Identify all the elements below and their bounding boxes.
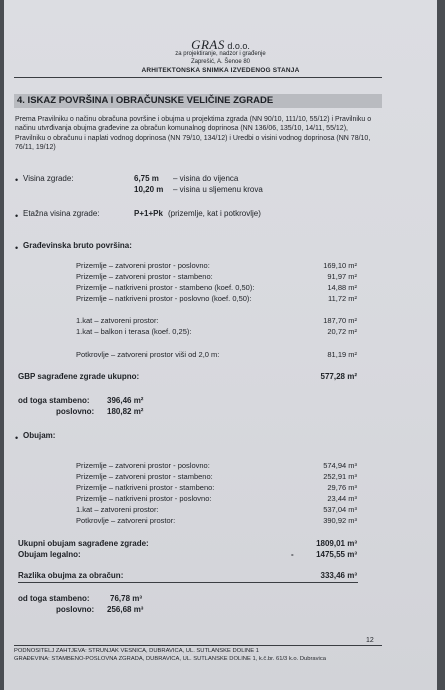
header-document-title: ARHITEKTONSKA SNIMKA IZVEDENOG STANJA: [141, 67, 300, 74]
gbp-row-label: 1.kat – balkon i terasa (koef. 0,25):: [76, 327, 192, 336]
volume-total-value: 1809,01 m³: [316, 539, 357, 548]
gbp-row-value: 187,70 m²: [323, 316, 357, 325]
volume-row-value: 23,44 m³: [327, 494, 357, 503]
footer-divider: [14, 645, 382, 646]
volume-total-label: Ukupni obujam sagrađene zgrade:: [18, 539, 149, 548]
gbp-residential-label: od toga stambeno:: [18, 396, 90, 405]
volume-row-value: 537,04 m³: [323, 505, 357, 514]
gbp-row-label: 1.kat – zatvoreni prostor:: [76, 316, 159, 325]
gbp-row-value: 91,97 m²: [327, 272, 357, 281]
bullet-icon: •: [15, 433, 19, 443]
floors-label: Etažna visina zgrade:: [23, 209, 100, 218]
volume-residential-label: od toga stambeno:: [18, 594, 90, 603]
volume-legal-sign: -: [291, 550, 294, 559]
volume-row-value: 574,94 m³: [323, 461, 357, 470]
height-eaves-desc: – visina do vijenca: [173, 174, 239, 183]
volume-row-value: 29,76 m³: [327, 483, 357, 492]
bullet-icon: •: [15, 243, 19, 253]
height-ridge-value: 10,20 m: [134, 185, 164, 194]
bullet-icon: •: [15, 211, 19, 221]
gbp-row-label: Prizemlje – zatvoreni prostor - poslovno:: [76, 261, 210, 270]
company-logo: GRAS: [191, 37, 225, 52]
floors-desc: (prizemlje, kat i potkrovlje): [168, 209, 261, 218]
document-page: [4, 0, 437, 690]
intro-paragraph: Prema Pravilniku o načinu obračuna površine i obujma u projektima zgrada (NN 90/10, 111/10, 55/12) i Pravilniku o načinu utvrđivanja obujma građevine za obračun komunalnog doprinosa (NN 136/06, 135/10, 14/11, 55/12), Pravilniku o obračunu i naplati vodnog doprinosa (NN 79/10, 134/12) i Uredbi o visini vodnog doprinosa (NN 78/10, 76/11, 19/12): [15, 116, 372, 151]
gbp-total-label: GBP sagrađene zgrade ukupno:: [18, 372, 140, 381]
section-title: 4. ISKAZ POVRŠINA I OBRAČUNSKE VELIČINE ZGRADE: [17, 95, 274, 106]
volume-heading: Obujam:: [23, 431, 56, 440]
volume-residential-value: 76,78 m³: [110, 594, 143, 603]
volume-diff-value: 333,46 m³: [320, 571, 357, 580]
gbp-row-label: Prizemlje – natkriveni prostor - poslovno (koef. 0,50):: [76, 294, 252, 303]
page-number: 12: [366, 637, 374, 644]
volume-row-label: Prizemlje – natkriveni prostor - poslovno:: [76, 494, 212, 503]
height-eaves-value: 6,75 m: [134, 174, 159, 183]
volume-legal-label: Obujam legalno:: [18, 550, 81, 559]
gbp-row-value: 169,10 m²: [323, 261, 357, 270]
gbp-row-value: 20,72 m²: [327, 327, 357, 336]
diff-underline: [18, 582, 358, 583]
bullet-icon: •: [15, 175, 19, 185]
volume-legal-value: 1475,55 m³: [316, 550, 357, 559]
gbp-row-label: Prizemlje – zatvoreni prostor - stambeno:: [76, 272, 213, 281]
floors-value: P+1+Pk: [134, 209, 163, 218]
gbp-row-label: Prizemlje – natkriveni prostor - stambeno (koef. 0,50):: [76, 283, 255, 292]
volume-business-label: poslovno:: [56, 605, 95, 614]
volume-business-value: 256,68 m³: [107, 605, 144, 614]
volume-diff-label: Razlika obujma za obračun:: [18, 571, 124, 580]
volume-row-value: 252,91 m³: [323, 472, 357, 481]
gbp-row-value: 11,72 m²: [327, 294, 357, 303]
footer-building: GRAĐEVINA: STAMBENO-POSLOVNA ZGRADA, DUBRAVICA, UL. SUTLANSKE DOLINE 1, k.č.br. 61/3 k.o. Dubravica: [14, 656, 326, 662]
gbp-heading: Građevinska bruto površina:: [23, 241, 132, 250]
gbp-row-value: 14,88 m²: [327, 283, 357, 292]
height-ridge-desc: – visina u sljemenu krova: [173, 185, 263, 194]
header-line-1: za projektiranje, nadzor i građenje: [175, 51, 266, 57]
height-label: Visina zgrade:: [23, 174, 74, 183]
volume-row-label: Prizemlje – natkriveni prostor - stambeno:: [76, 483, 215, 492]
volume-row-label: 1.kat – zatvoreni prostor:: [76, 505, 159, 514]
gbp-business-label: poslovno:: [56, 407, 95, 416]
header-divider: [14, 77, 382, 78]
gbp-row-label: Potkrovlje – zatvoreni prostor viši od 2,0 m:: [76, 350, 220, 359]
volume-row-value: 390,92 m³: [323, 516, 357, 525]
footer-applicant: PODNOSITELJ ZAHTJEVA: STRUNJAK VESNICA, DUBRAVICA, UL. SUTLANSKE DOLINE 1: [14, 648, 259, 654]
header-line-2: Zaprešić, A. Šenoe 80: [190, 59, 251, 65]
volume-row-label: Prizemlje – zatvoreni prostor - stambeno:: [76, 472, 213, 481]
volume-row-label: Prizemlje – zatvoreni prostor - poslovno:: [76, 461, 210, 470]
company-suffix: d.o.o.: [227, 41, 250, 51]
gbp-business-value: 180,82 m²: [107, 407, 144, 416]
volume-row-label: Potkrovlje – zatvoreni prostor:: [76, 516, 176, 525]
gbp-total-value: 577,28 m²: [320, 372, 357, 381]
gbp-residential-value: 396,46 m²: [107, 396, 144, 405]
gbp-row-value: 81,19 m²: [327, 350, 357, 359]
